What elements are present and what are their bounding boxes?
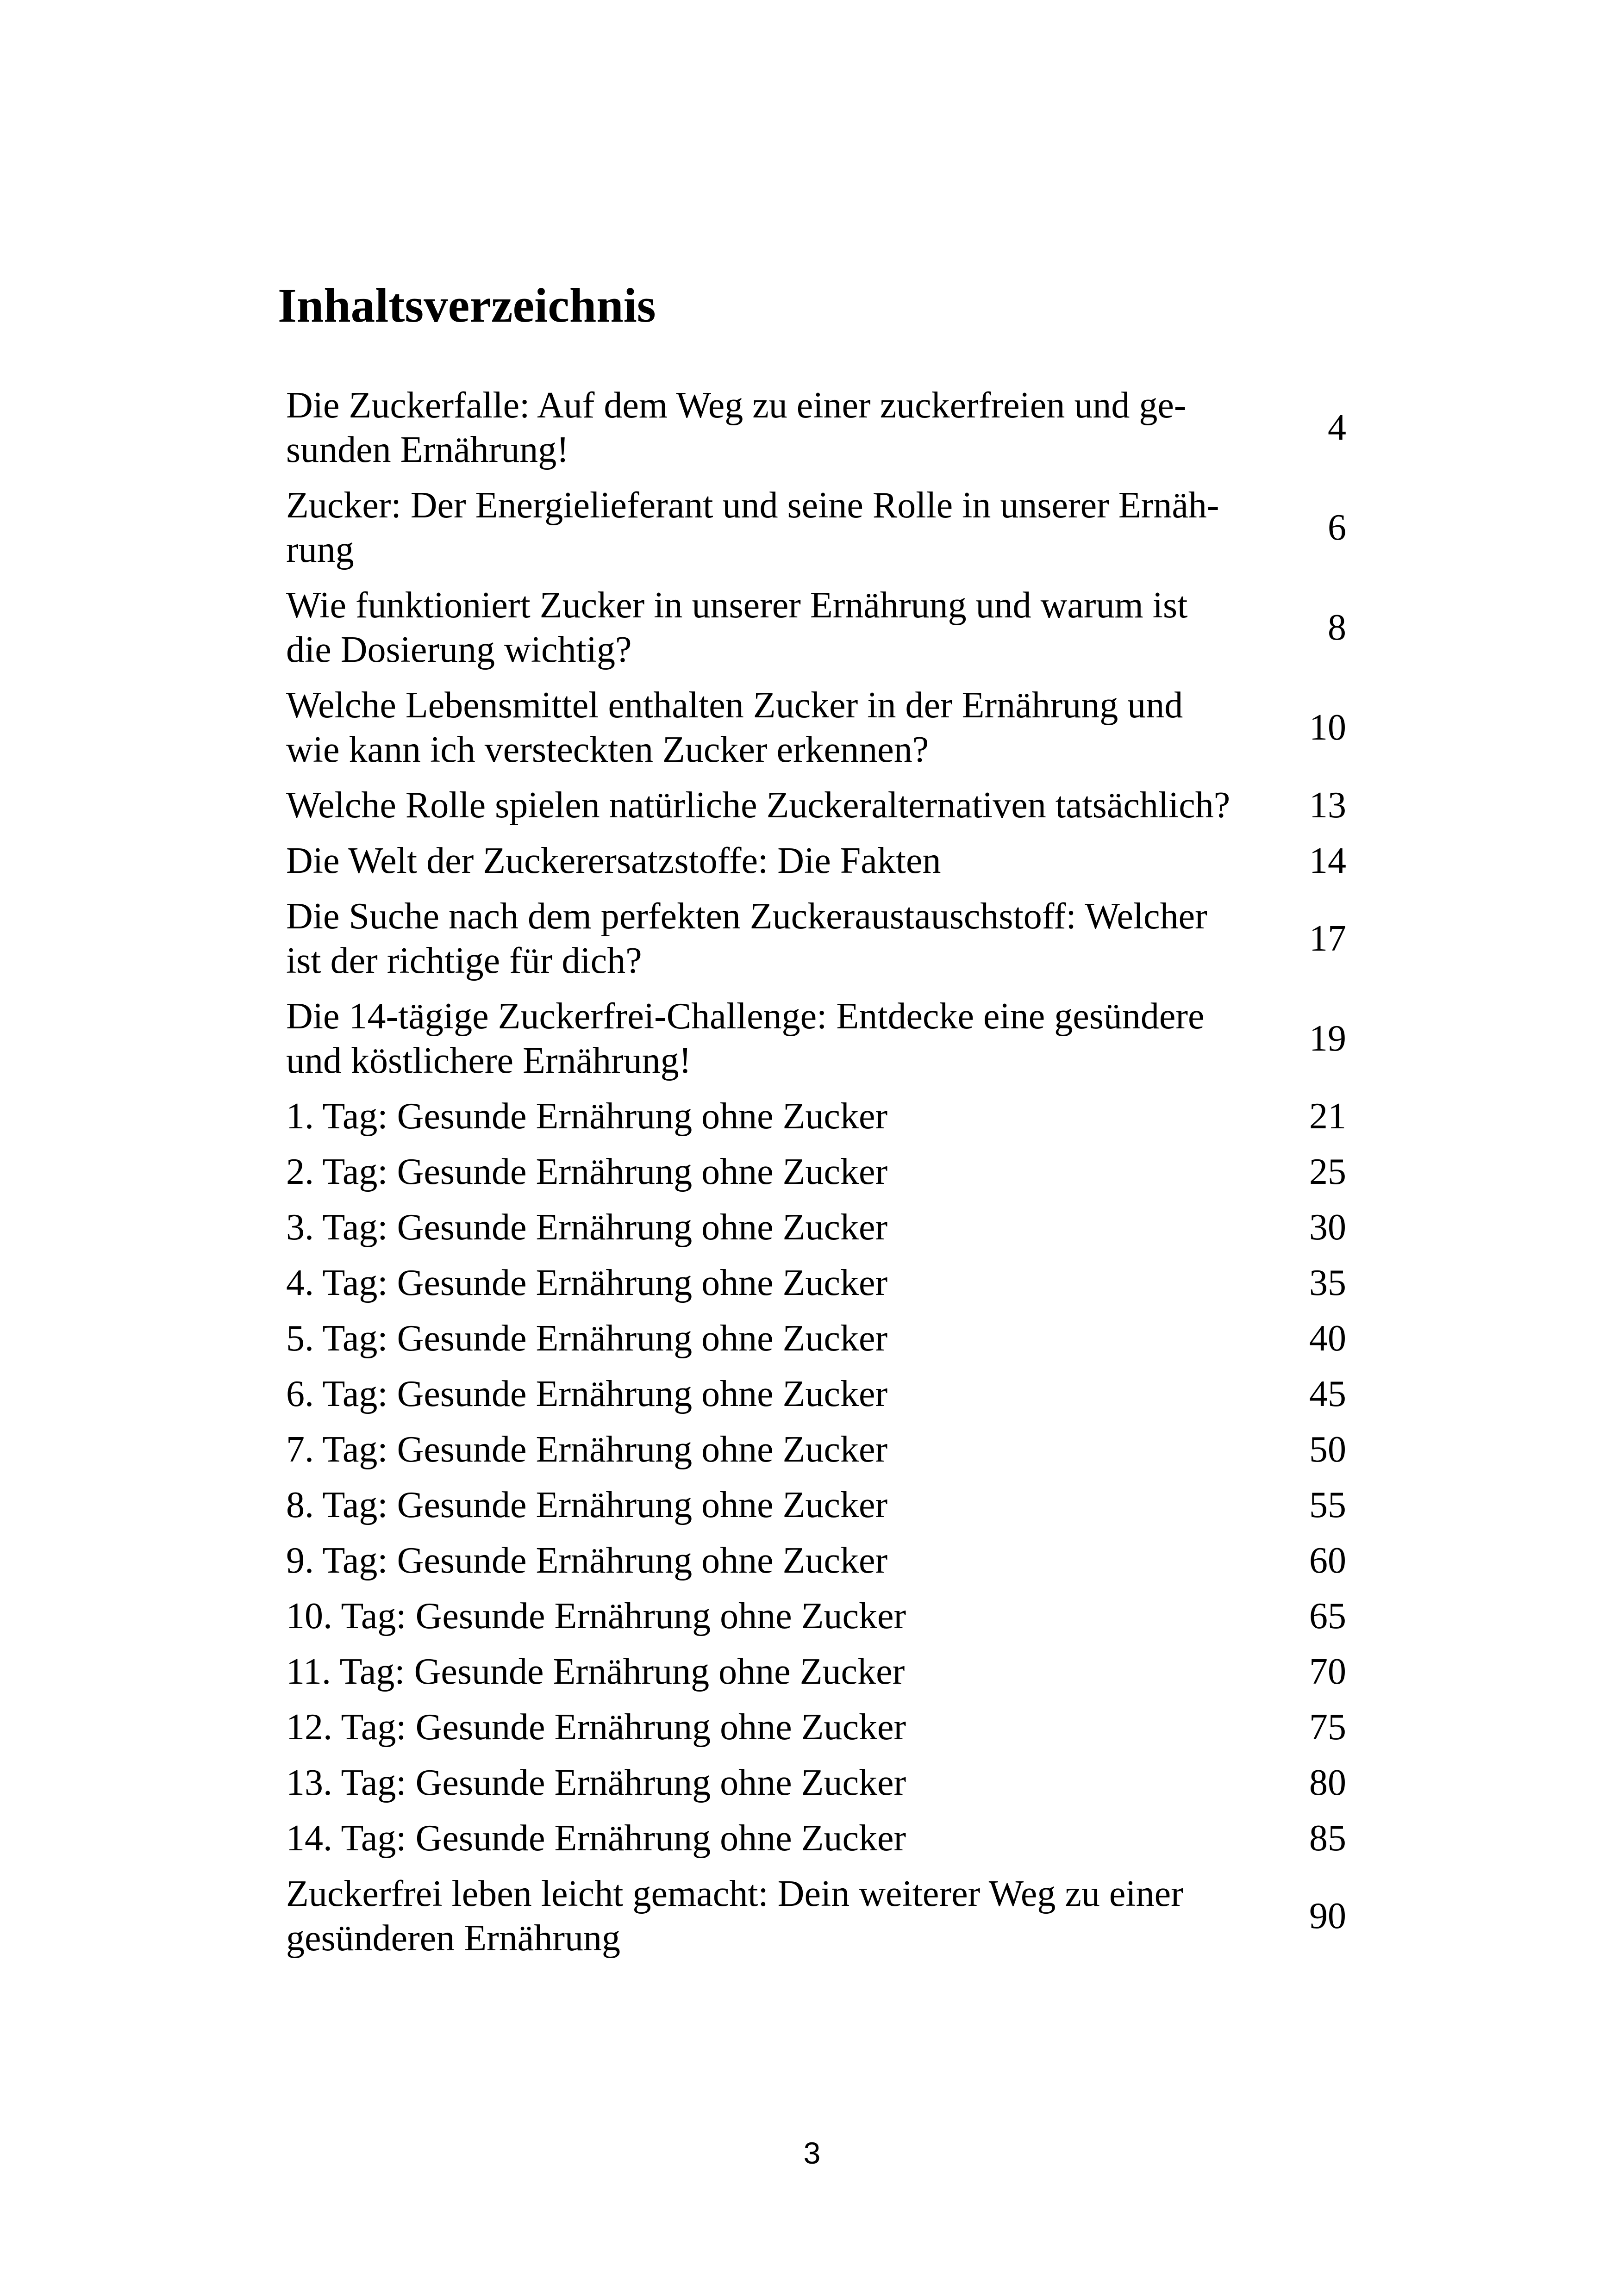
toc-entry[interactable]	[286, 583, 1346, 672]
toc-entry[interactable]	[286, 483, 1346, 572]
toc-entry[interactable]	[286, 1427, 1346, 1472]
toc-entry-page: 55	[1309, 1485, 1346, 1525]
toc-entry-title: Die Suche nach dem perfekten Zuckeraustauschstoff: Welcher ist der richtige für dich?	[286, 896, 1207, 981]
toc-entry-title: 9. Tag: Gesunde Ernährung ohne Zucker	[286, 1540, 888, 1581]
table-of-contents	[286, 383, 1346, 1972]
toc-entry[interactable]	[286, 1594, 1346, 1638]
toc-entry-title: 14. Tag: Gesunde Ernährung ohne Zucker	[286, 1818, 906, 1859]
toc-entry-page: 13	[1309, 785, 1346, 826]
toc-entry-page: 25	[1309, 1151, 1346, 1192]
toc-entry-page: 35	[1309, 1263, 1346, 1303]
toc-entry-title: Welche Lebensmittel enthalten Zucker in der Ernährung und wie kann ich versteckten Zucker erkennen?	[286, 685, 1183, 770]
toc-entry-page: 8	[1328, 607, 1346, 648]
toc-entry-page: 14	[1309, 840, 1346, 881]
toc-entry-page: 65	[1309, 1596, 1346, 1636]
toc-entry-title: Zucker: Der Energielieferant und seine Rolle in unserer Ernäh- rung	[286, 485, 1219, 570]
toc-entry-title: Die 14-tägige Zuckerfrei-Challenge: Entdecke eine gesündere und köstlichere Ernährung!	[286, 996, 1205, 1081]
toc-entry-title: 3. Tag: Gesunde Ernährung ohne Zucker	[286, 1207, 888, 1248]
toc-entry[interactable]	[286, 1649, 1346, 1694]
toc-entry-page: 70	[1309, 1651, 1346, 1692]
toc-entry-page: 75	[1309, 1707, 1346, 1748]
toc-entry-page: 60	[1309, 1540, 1346, 1581]
toc-entry[interactable]	[286, 1816, 1346, 1860]
toc-entry-page: 85	[1309, 1818, 1346, 1859]
toc-entry-title: 13. Tag: Gesunde Ernährung ohne Zucker	[286, 1762, 906, 1803]
toc-entry[interactable]	[286, 683, 1346, 772]
toc-entry-title: 12. Tag: Gesunde Ernährung ohne Zucker	[286, 1707, 906, 1748]
toc-entry[interactable]	[286, 1872, 1346, 1960]
toc-entry-title: 10. Tag: Gesunde Ernährung ohne Zucker	[286, 1596, 906, 1636]
toc-entry[interactable]	[286, 1761, 1346, 1805]
toc-entry[interactable]	[286, 783, 1346, 828]
toc-entry-title: Zuckerfrei leben leicht gemacht: Dein weiterer Weg zu einer gesünderen Ernährung	[286, 1873, 1183, 1959]
toc-entry-page: 30	[1309, 1207, 1346, 1248]
toc-entry-page: 4	[1328, 407, 1346, 448]
toc-entry-page: 17	[1309, 918, 1346, 959]
toc-entry-title: 11. Tag: Gesunde Ernährung ohne Zucker	[286, 1651, 905, 1692]
toc-entry-title: 1. Tag: Gesunde Ernährung ohne Zucker	[286, 1096, 888, 1137]
toc-entry-page: 90	[1309, 1896, 1346, 1936]
toc-entry[interactable]	[286, 1094, 1346, 1139]
toc-entry[interactable]	[286, 994, 1346, 1083]
toc-entry[interactable]	[286, 1538, 1346, 1583]
toc-entry[interactable]	[286, 383, 1346, 472]
toc-entry[interactable]	[286, 839, 1346, 883]
toc-entry-title: Die Welt der Zuckerersatzstoffe: Die Fakten	[286, 840, 941, 881]
toc-entry-page: 21	[1309, 1096, 1346, 1137]
toc-entry-page: 45	[1309, 1374, 1346, 1414]
toc-entry[interactable]	[286, 1372, 1346, 1416]
toc-entry-page: 19	[1309, 1018, 1346, 1059]
toc-entry[interactable]	[286, 1205, 1346, 1250]
toc-entry-page: 40	[1309, 1318, 1346, 1359]
toc-entry-title: 8. Tag: Gesunde Ernährung ohne Zucker	[286, 1485, 888, 1525]
toc-entry-title: 2. Tag: Gesunde Ernährung ohne Zucker	[286, 1151, 888, 1192]
toc-entry-title: 6. Tag: Gesunde Ernährung ohne Zucker	[286, 1374, 888, 1414]
toc-entry-page: 80	[1309, 1762, 1346, 1803]
toc-entry-page: 50	[1309, 1429, 1346, 1470]
page-number: 3	[803, 2136, 821, 2170]
toc-entry-page: 10	[1309, 707, 1346, 748]
toc-entry[interactable]	[286, 1150, 1346, 1194]
toc-entry[interactable]	[286, 894, 1346, 983]
toc-entry-title: 4. Tag: Gesunde Ernährung ohne Zucker	[286, 1263, 888, 1303]
toc-entry[interactable]	[286, 1261, 1346, 1305]
toc-entry-title: Welche Rolle spielen natürliche Zuckeralternativen tatsächlich?	[286, 785, 1230, 826]
toc-entry[interactable]	[286, 1316, 1346, 1361]
toc-entry-title: Wie funktioniert Zucker in unserer Ernährung und warum ist die Dosierung wichtig?	[286, 585, 1188, 670]
toc-entry-title: 5. Tag: Gesunde Ernährung ohne Zucker	[286, 1318, 888, 1359]
toc-entry-page: 6	[1328, 507, 1346, 548]
toc-entry[interactable]	[286, 1483, 1346, 1527]
toc-entry-title: 7. Tag: Gesunde Ernährung ohne Zucker	[286, 1429, 888, 1470]
toc-entry-title: Die Zuckerfalle: Auf dem Weg zu einer zuckerfreien und ge- sunden Ernährung!	[286, 385, 1187, 470]
toc-title: Inhaltsverzeichnis	[278, 278, 656, 332]
toc-entry[interactable]	[286, 1705, 1346, 1749]
